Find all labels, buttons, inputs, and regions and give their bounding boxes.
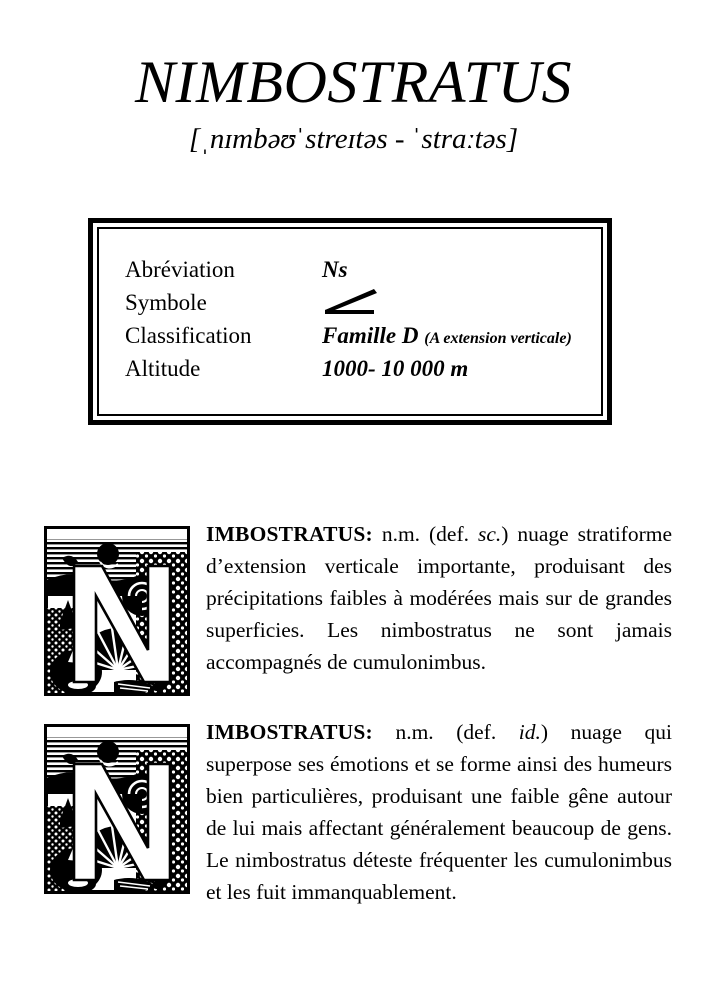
table-row bbox=[125, 352, 591, 385]
woodcut-initial-icon bbox=[40, 522, 194, 700]
info-label-classification: Classification bbox=[125, 323, 252, 348]
source-2: id. bbox=[518, 720, 541, 744]
grammar-2: n.m. bbox=[395, 720, 434, 744]
info-value-classification bbox=[322, 319, 572, 355]
classification-family: Famille D bbox=[322, 323, 419, 348]
source-close-1: ) bbox=[501, 522, 509, 546]
woodcut-initial-icon bbox=[40, 720, 194, 898]
definition-entry-1 bbox=[40, 518, 672, 700]
source-open-2: (def. bbox=[456, 720, 497, 744]
table-row bbox=[125, 286, 591, 319]
grammar-1: n.m. bbox=[381, 522, 421, 546]
body-1: nuage stratiforme d’extension verticale importante, produisant des précipitations faibles à modérées mais sur de grandes superficies. Les nimbostratus ne sont jamais accompagnés de cumulonimbus. bbox=[206, 522, 673, 674]
source-close-2: ) bbox=[540, 720, 549, 744]
source-1: sc. bbox=[477, 522, 502, 546]
info-box bbox=[88, 218, 612, 425]
info-box-inner-border bbox=[97, 227, 603, 416]
table-row bbox=[125, 319, 591, 352]
info-label-symbole: Symbole bbox=[125, 290, 207, 315]
title-block bbox=[0, 49, 707, 156]
info-label-abreviation: Abréviation bbox=[125, 257, 235, 282]
pronunciation-text: [ˌnɪmbəʊˈstreɪtəs - ˈstraːtəs] bbox=[188, 123, 519, 155]
page-title: NIMBOSTRATUS bbox=[134, 49, 573, 115]
body-2: nuage qui superpose ses émotions et se forme ainsi des humeurs bien particulières, produisant une faible gêne autour de lui mais affectant généralement beaucoup de gens. Le nimbostratus déteste fréquenter les cumulonimbus et les fuit immanquablement. bbox=[206, 720, 673, 904]
lemma-2: IMBOSTRATUS: bbox=[206, 720, 373, 744]
definition-entry-2 bbox=[40, 716, 672, 908]
classification-note: (A extension verticale) bbox=[424, 330, 572, 347]
info-row-list bbox=[125, 253, 591, 385]
info-label-altitude: Altitude bbox=[125, 356, 201, 381]
source-open-1: (def. bbox=[429, 522, 470, 546]
table-row bbox=[125, 253, 591, 286]
info-value-altitude: 1000- 10 000 m bbox=[322, 356, 469, 381]
info-value-abreviation: Ns bbox=[322, 257, 348, 282]
lemma-1: IMBOSTRATUS: bbox=[206, 522, 373, 546]
